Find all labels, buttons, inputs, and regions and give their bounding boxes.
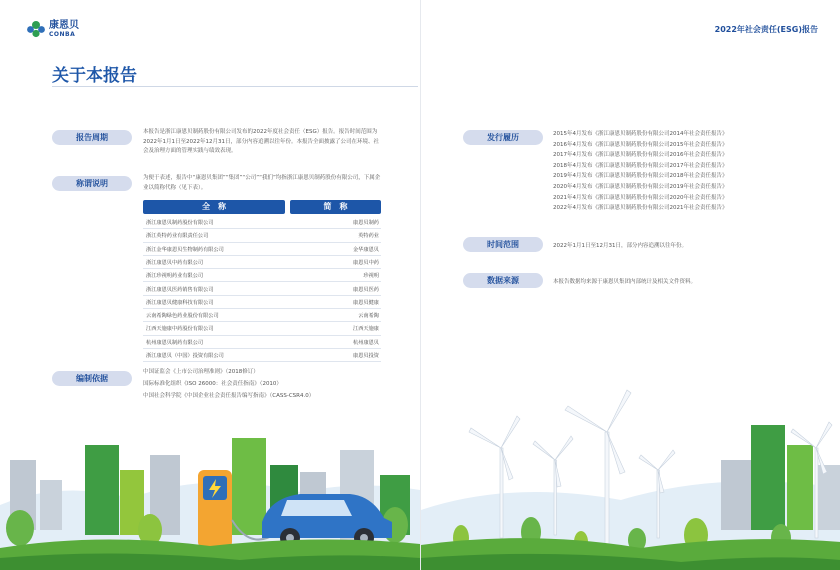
table-cell-full-name: 江西天施康中药股份有限公司 — [146, 326, 214, 333]
table-header-full: 全 称 — [143, 200, 285, 214]
label-history: 发行履历 — [463, 130, 543, 145]
table-cell-full-name: 浙江康恩贝健康科技有限公司 — [146, 299, 214, 306]
table-cell-full-name: 杭州康恩贝制药有限公司 — [146, 339, 204, 346]
table-cell-short-name: 康恩贝中药 — [353, 259, 379, 266]
table-row — [143, 283, 381, 296]
company-logo — [26, 20, 79, 38]
basis-line: 中国社会科学院《中国企业社会责任报告编写指南》（CASS-CSR4.0） — [143, 393, 315, 399]
table-row — [143, 322, 381, 335]
history-item: 2017年4月发布《浙江康恩贝制药股份有限公司2016年社会责任报告》 — [553, 152, 728, 159]
label-data-source: 数据来源 — [463, 273, 543, 288]
table-cell-full-name: 浙江英特药业有限责任公司 — [146, 233, 209, 240]
report-period-text: 本报告是浙江康恩贝制药股份有限公司发布的2022年度社会责任（ESG）报告。报告时间范围为2022年1月1日至2022年12月31日，部分内容追溯以往年份。本报告全面披露了公司在环境、社会及治理方面的管理实践与绩效表现。 — [143, 129, 379, 154]
table-cell-short-name: 英特药业 — [358, 233, 379, 240]
table-header-short: 简 称 — [290, 200, 381, 214]
table-cell-full-name: 浙江康恩贝中药有限公司 — [146, 259, 204, 266]
table-cell-full-name: 浙江康恩贝（中国）投资有限公司 — [146, 353, 224, 359]
table-row — [143, 336, 381, 349]
history-item: 2021年4月发布《浙江康恩贝制药股份有限公司2020年社会责任报告》 — [553, 194, 728, 201]
basis-line: 中国证监会《上市公司治理准则》（2018修订） — [143, 369, 259, 375]
label-report-period: 报告周期 — [52, 130, 132, 145]
table-row — [143, 256, 381, 269]
table-cell-short-name: 江西天施康 — [353, 326, 379, 333]
logo-mark-icon — [26, 20, 46, 38]
table-cell-short-name: 云南希陶 — [358, 313, 379, 320]
table-row — [143, 243, 381, 256]
title-divider — [52, 86, 418, 87]
label-time-scope: 时间范围 — [463, 237, 543, 252]
history-item: 2018年4月发布《浙江康恩贝制药股份有限公司2017年社会责任报告》 — [553, 162, 728, 169]
label-naming: 称谓说明 — [52, 176, 132, 191]
table-cell-short-name: 金华康恩贝 — [353, 246, 379, 253]
table-row — [143, 296, 381, 309]
table-cell-full-name: 浙江康恩贝制药股份有限公司 — [146, 220, 214, 226]
report-header-title: 2022年社会责任(ESG)报告 — [714, 25, 818, 34]
time-scope-text: 2022年1月1日至12月31日，部分内容追溯以往年份。 — [553, 243, 687, 249]
table-cell-full-name: 浙江康恩贝医药销售有限公司 — [146, 286, 214, 293]
data-source-text: 本报告数据均来源于康恩贝集团内部统计及相关文件资料。 — [553, 279, 697, 285]
history-item: 2015年4月发布《浙江康恩贝制药股份有限公司2014年社会责任报告》 — [553, 131, 728, 137]
page-title: 关于本报告 — [52, 66, 137, 86]
logo-cn: 康恩贝 — [49, 19, 79, 31]
history-item: 2020年4月发布《浙江康恩贝制药股份有限公司2019年社会责任报告》 — [553, 184, 728, 190]
table-cell-full-name: 云南希陶绿色药业股份有限公司 — [146, 313, 219, 320]
table-cell-full-name: 浙江珍视明药业有限公司 — [146, 273, 204, 280]
history-item: 2016年4月发布《浙江康恩贝制药股份有限公司2015年社会责任报告》 — [553, 141, 728, 148]
right-page — [420, 0, 840, 570]
naming-text: 为便于表述，报告中“康恩贝集团”“集团”“公司”“我们”均指浙江康恩贝制药股份有限公司，下属企业以简称代称（见下表）。 — [143, 175, 381, 191]
table-cell-short-name: 杭州康恩贝 — [353, 339, 379, 346]
wind-farm-illustration — [421, 370, 840, 570]
table-row — [143, 269, 381, 282]
table-row — [143, 309, 381, 322]
basis-line: 国际标准化组织《ISO 26000：社会责任指南》（2010） — [143, 381, 282, 387]
history-item: 2019年4月发布《浙江康恩贝制药股份有限公司2018年社会责任报告》 — [553, 173, 728, 180]
city-ev-illustration — [0, 410, 420, 570]
table-row — [143, 349, 381, 362]
table-cell-full-name: 浙江金华康恩贝生物制药有限公司 — [146, 246, 224, 253]
label-basis: 编制依据 — [52, 371, 132, 386]
table-cell-short-name: 康恩贝制药 — [353, 220, 379, 226]
history-item: 2022年4月发布《浙江康恩贝制药股份有限公司2021年社会责任报告》 — [553, 205, 728, 212]
table-row — [143, 229, 381, 242]
table-cell-short-name: 康恩贝健康 — [353, 299, 379, 306]
table-cell-short-name: 康恩贝医药 — [353, 286, 379, 293]
table-cell-short-name: 康恩贝投资 — [353, 353, 379, 359]
logo-en: CONBA — [49, 30, 76, 38]
table-cell-short-name: 珍视明 — [363, 273, 379, 280]
table-row — [143, 216, 381, 229]
